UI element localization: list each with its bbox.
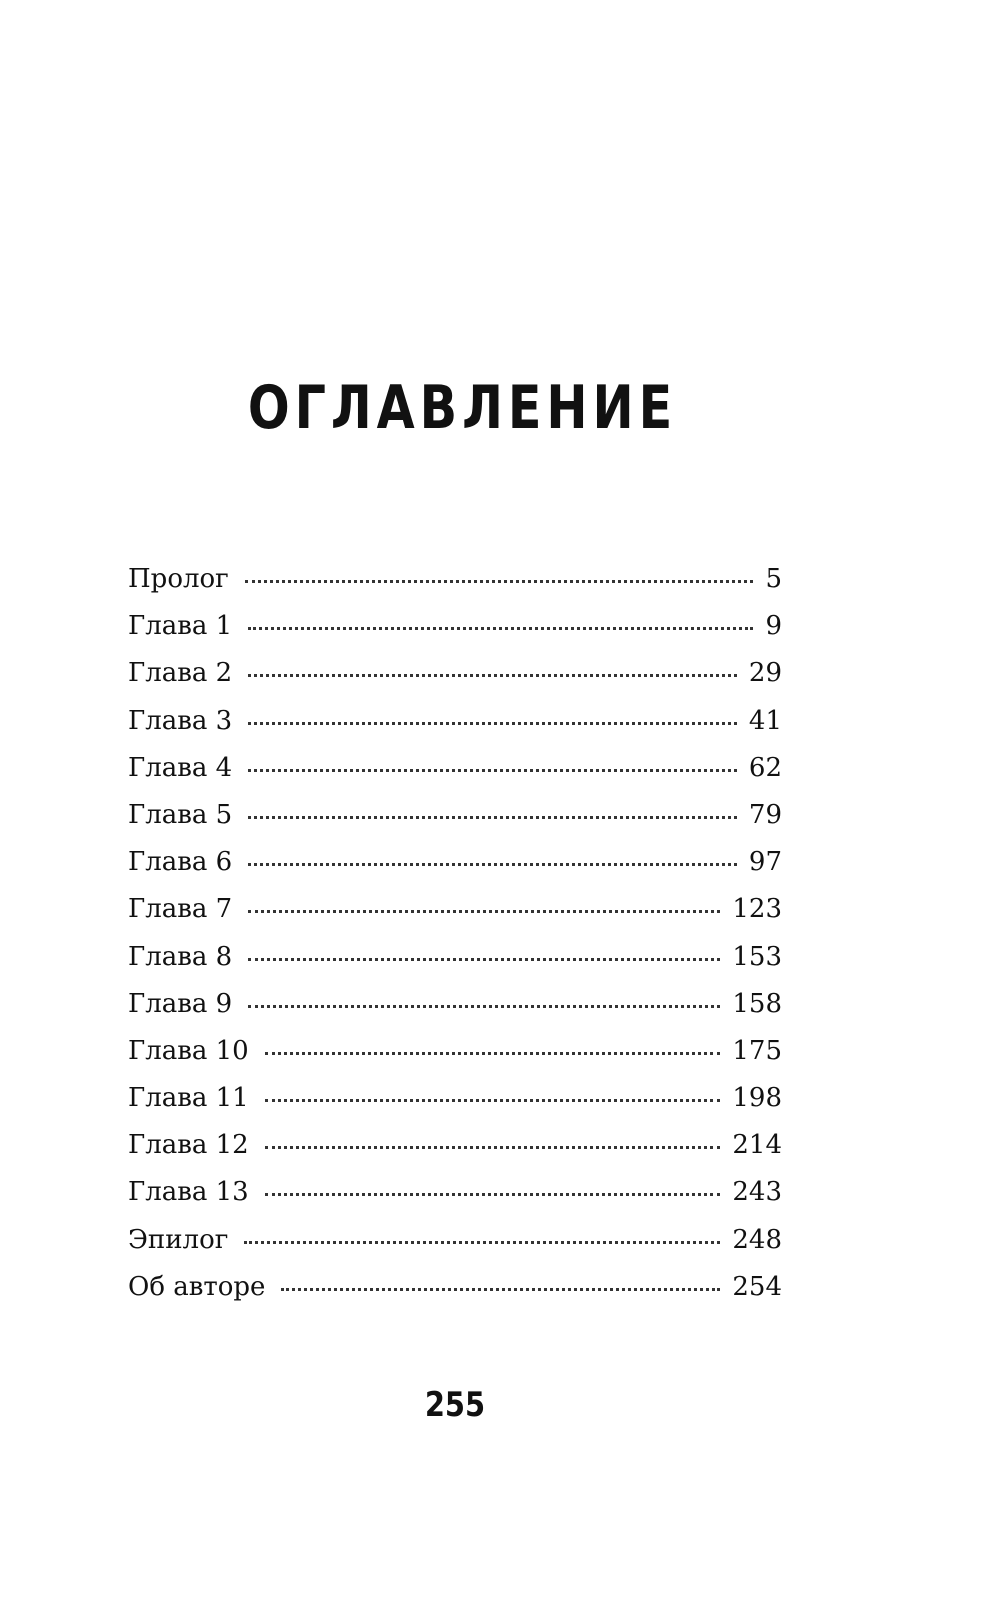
- toc-entry-page: 198: [732, 1083, 782, 1114]
- dot-leader: [248, 722, 737, 725]
- dot-leader: [248, 910, 720, 913]
- toc-entry-epilogue[interactable]: [128, 1224, 782, 1274]
- toc-entry-label: Глава 9: [128, 988, 233, 1019]
- toc-entry-label: Глава 8: [128, 941, 233, 972]
- toc-entry-label: Глава 10: [128, 1035, 249, 1066]
- dot-leader: [248, 627, 753, 630]
- toc-entry-chapter-12[interactable]: [128, 1132, 782, 1179]
- toc-entry-chapter-1[interactable]: [128, 613, 782, 660]
- dot-leader: [248, 958, 720, 961]
- toc-entry-chapter-11[interactable]: [128, 1085, 782, 1132]
- toc-entry-label: Глава 5: [128, 799, 233, 830]
- toc-entry-label: Глава 3: [128, 705, 233, 736]
- dot-leader: [248, 769, 737, 772]
- dot-leader: [281, 1288, 720, 1291]
- toc-entry-page: 5: [765, 564, 782, 594]
- page-title: ОГЛАВЛЕНИЕ: [247, 373, 678, 443]
- toc-entry-page: 153: [732, 941, 782, 972]
- toc-entry-chapter-3[interactable]: [128, 705, 782, 755]
- dot-leader: [248, 863, 737, 866]
- toc-entry-label: Глава 4: [128, 752, 233, 783]
- dot-leader: [265, 1146, 721, 1149]
- dot-leader: [265, 1052, 721, 1055]
- toc-entry-chapter-4[interactable]: [128, 752, 782, 802]
- toc-entry-label: Эпилог: [128, 1224, 229, 1255]
- toc-entry-chapter-5[interactable]: [128, 799, 782, 849]
- toc-entry-label: Об авторе: [128, 1271, 266, 1302]
- toc-entry-chapter-13[interactable]: [128, 1179, 782, 1226]
- toc-entry-page: 29: [748, 658, 782, 689]
- toc-entry-prologue[interactable]: [128, 566, 782, 613]
- toc-entry-chapter-7[interactable]: [128, 896, 782, 943]
- dot-leader: [248, 1005, 720, 1008]
- toc-entry-chapter-8[interactable]: [128, 941, 782, 991]
- dot-leader: [265, 1193, 721, 1196]
- toc-entry-page: 41: [748, 705, 782, 736]
- toc-entry-page: 243: [732, 1177, 782, 1208]
- toc-entry-chapter-10[interactable]: [128, 1035, 782, 1085]
- toc-entry-page: 158: [732, 988, 782, 1019]
- toc-entry-label: Глава 12: [128, 1130, 249, 1161]
- toc-entry-page: 79: [748, 799, 782, 830]
- toc-entry-chapter-9[interactable]: [128, 988, 782, 1038]
- toc-entry-label: Глава 13: [128, 1177, 249, 1208]
- dot-leader: [245, 580, 754, 583]
- dot-leader: [265, 1099, 721, 1102]
- toc-entry-chapter-2[interactable]: [128, 660, 782, 707]
- dot-leader: [248, 816, 737, 819]
- table-of-contents: [128, 566, 782, 1321]
- toc-entry-page: 97: [748, 847, 782, 878]
- toc-entry-label: Пролог: [128, 564, 229, 594]
- toc-entry-label: Глава 1: [128, 611, 233, 642]
- page-number: 255: [424, 1385, 486, 1425]
- toc-entry-label: Глава 11: [128, 1083, 249, 1114]
- dot-leader: [244, 1241, 720, 1244]
- toc-entry-label: Глава 6: [128, 847, 233, 878]
- toc-entry-label: Глава 2: [128, 658, 233, 689]
- toc-entry-page: 248: [732, 1224, 782, 1255]
- dot-leader: [248, 674, 737, 677]
- toc-entry-about-author[interactable]: [128, 1271, 782, 1321]
- toc-entry-page: 123: [732, 894, 782, 925]
- toc-entry-page: 175: [732, 1035, 782, 1066]
- toc-entry-label: Глава 7: [128, 894, 233, 925]
- toc-entry-page: 254: [732, 1271, 782, 1302]
- toc-entry-chapter-6[interactable]: [128, 849, 782, 896]
- toc-entry-page: 62: [748, 752, 782, 783]
- toc-entry-page: 9: [765, 611, 782, 642]
- toc-entry-page: 214: [732, 1130, 782, 1161]
